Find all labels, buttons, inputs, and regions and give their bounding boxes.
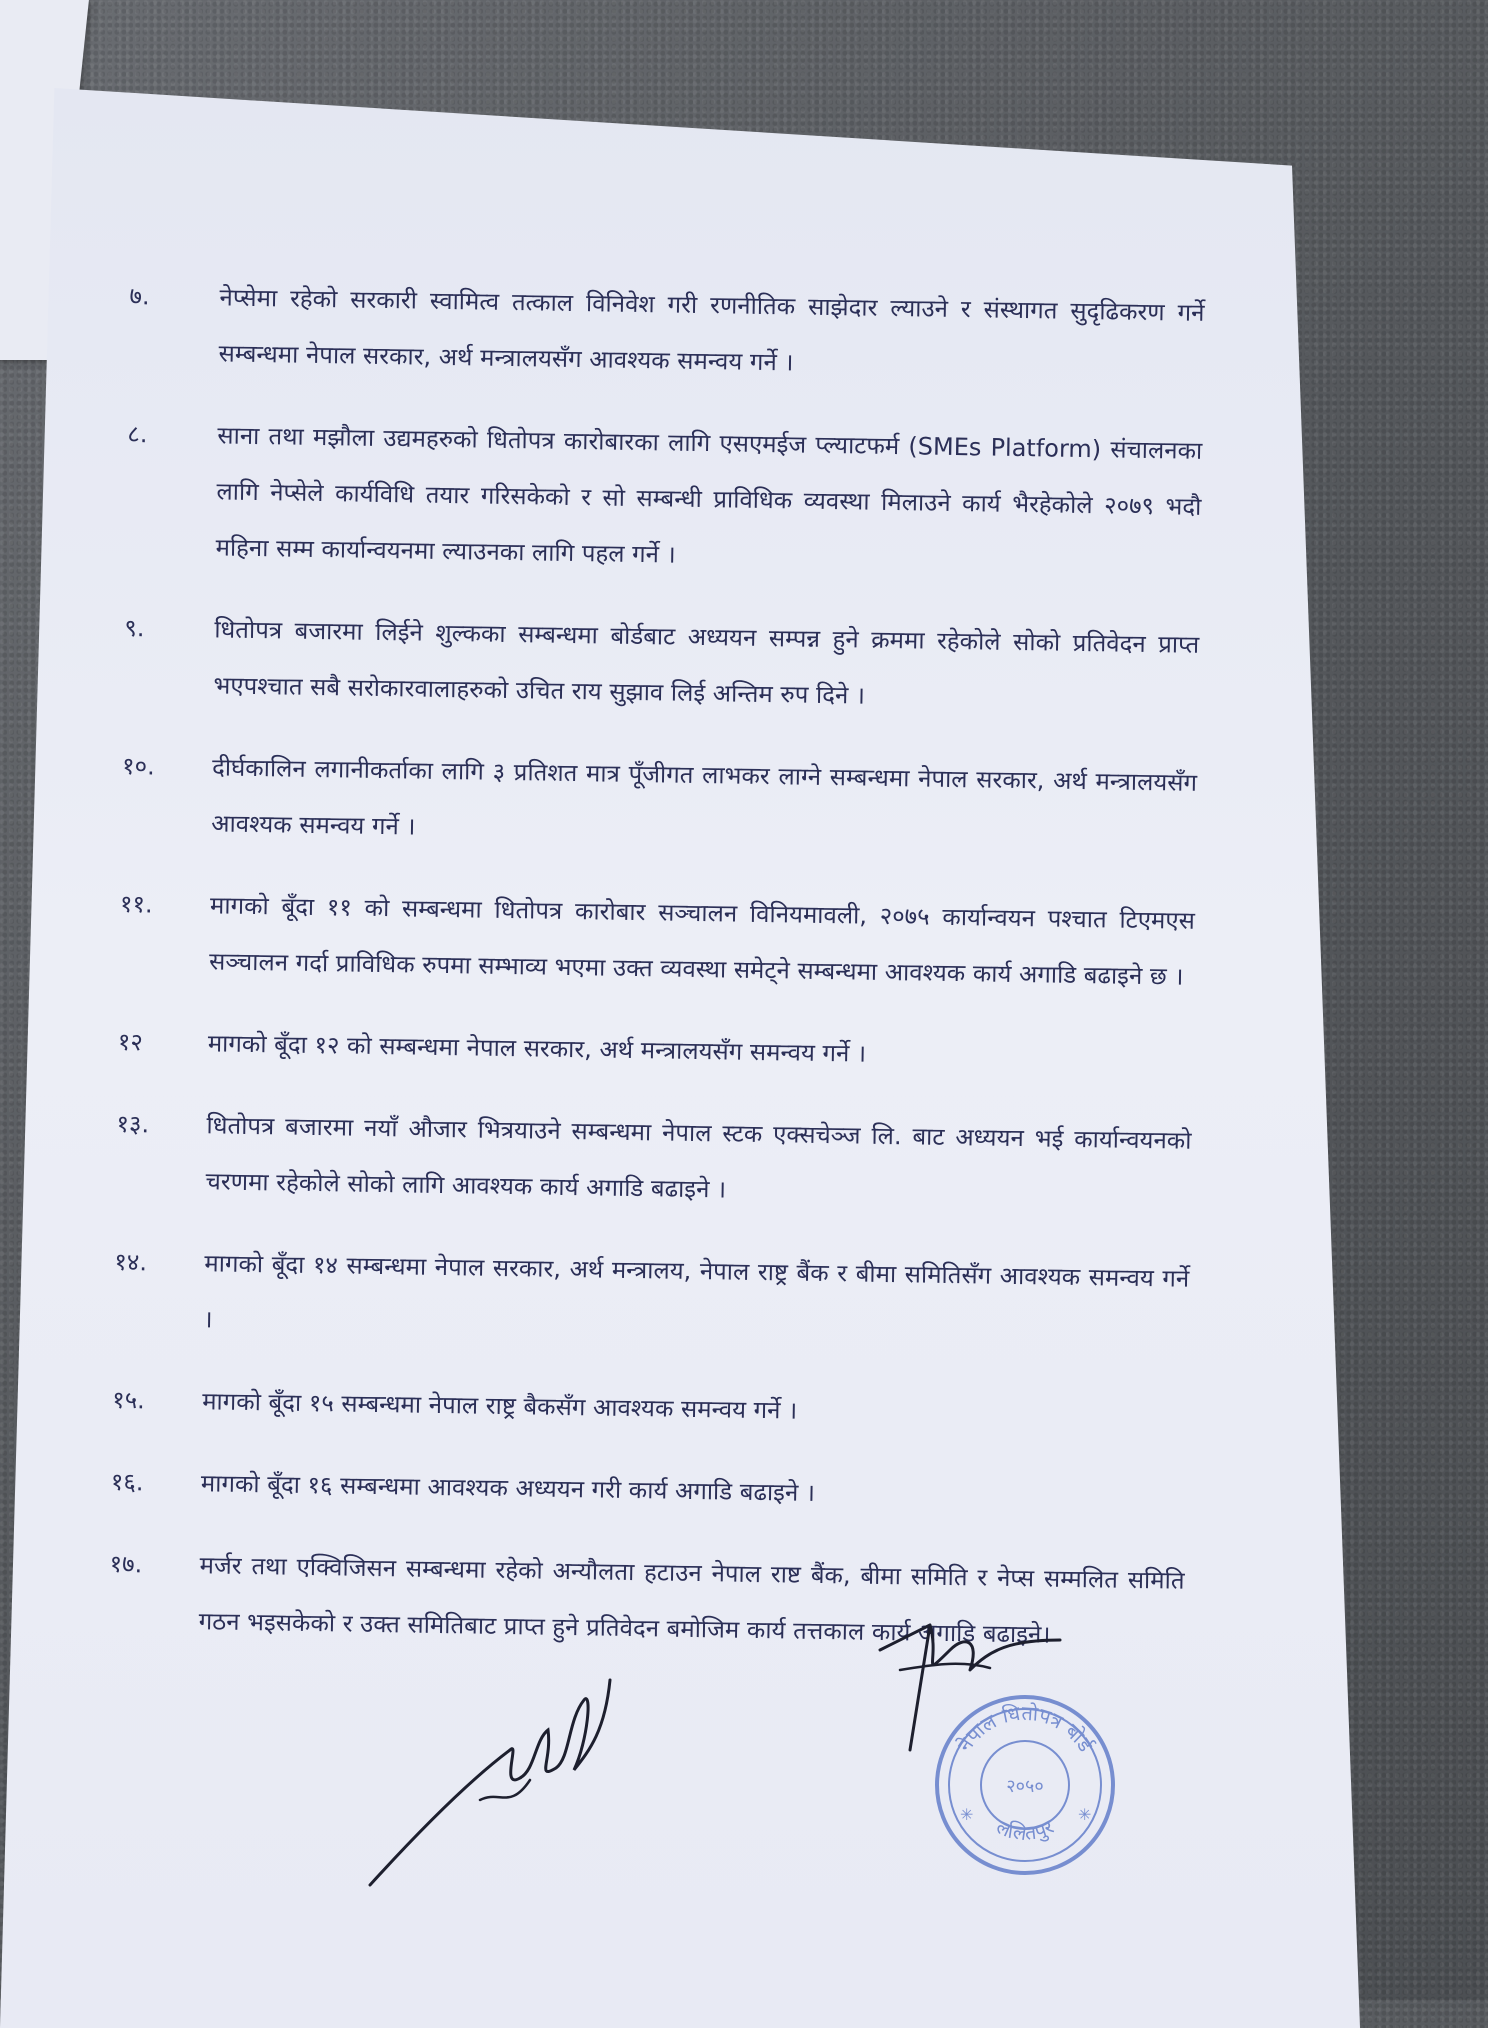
item-text: धितोपत्र बजारमा लिईने शुल्कका सम्बन्धमा बोर्डबाट अध्ययन सम्पन्न हुने क्रममा रहेकोले सोको प्रतिवेदन प्राप्त भएपश्चात सबै सरोकारवालाहरुको उचित राय सुझाव लिई अन्तिम रुप दिने । — [213, 615, 1200, 710]
list-item — [115, 1096, 1192, 1225]
item-text: मर्जर तथा एक्विजिसन सम्बन्धमा रहेको अन्यौलता हटाउन नेपाल राष्ट बैंक, बीमा समिति र नेप्स सम्मलित समिति गठन भइसकेको र उक्त समितिबाट प्राप्त हुने प्रतिवेदन बमोजिम कार्य तत्तकाल कार्य अगाडि बढाइने। — [198, 1551, 1185, 1649]
item-number: ८. — [127, 419, 148, 449]
item-number: १०. — [121, 751, 155, 781]
list-item — [128, 268, 1205, 397]
svg-text:ललितपुर: ललितपुर — [992, 1814, 1058, 1846]
document-body — [108, 268, 1205, 1691]
list-item — [119, 876, 1196, 1005]
svg-text:✳: ✳ — [1078, 1805, 1092, 1824]
item-text: नेप्सेमा रहेको सरकारी स्वामित्व तत्काल विनिवेश गरी रणनीतिक साझेदार ल्याउने र संस्थागत सुदृढिकरण गर्ने सम्बन्धमा नेपाल सरकार, अर्थ मन्त्रालयसँग आवश्यक समन्वय गर्ने । — [218, 283, 1205, 377]
official-seal — [930, 1690, 1120, 1880]
list-item — [110, 1454, 1186, 1527]
list-item — [123, 600, 1200, 729]
list-item — [125, 406, 1203, 591]
item-number: १७. — [109, 1549, 143, 1579]
item-number: १४. — [114, 1247, 148, 1277]
item-number: १२ — [117, 1027, 144, 1057]
item-text: मागको बूँदा १५ सम्बन्धमा नेपाल राष्ट्र बैकसँग आवश्यक समन्वय गर्ने । — [201, 1387, 798, 1425]
item-number: १५. — [111, 1385, 146, 1415]
svg-text:२०५०: २०५० — [1006, 1776, 1044, 1797]
item-text: मागको बूँदा १२ को सम्बन्धमा नेपाल सरकार, अर्थ मन्त्रालयसँग समन्वय गर्ने । — [207, 1029, 867, 1068]
list-item — [121, 738, 1198, 867]
item-text: साना तथा मझौला उद्यमहरुको धितोपत्र कारोबारका लागि एसएमईज प्ल्याटफर्म (SMEs Platform) संचालनका लागि नेप्सेले कार्यविधि तयार गरिसकेको र सो सम्बन्धी प्राविधिक व्यवस्था मिलाउने कार्य भैरहेकोले २०७९ भदौ महिना सम्म कार्यान्वयनमा ल्याउनका लागि पहल गर्ने । — [215, 421, 1203, 569]
item-text: दीर्घकालिन लगानीकर्ताका लागि ३ प्रतिशत मात्र पूँजीगत लाभकर लाग्ने सम्बन्धमा नेपाल सरकार, अर्थ मन्त्रालयसँग आवश्यक समन्वय गर्ने । — [211, 753, 1198, 841]
item-number: १६. — [110, 1467, 144, 1497]
svg-text:नेपाल धितोपत्र बोर्ड: नेपाल धितोपत्र बोर्ड — [952, 1700, 1098, 1756]
item-number: ११. — [119, 889, 153, 919]
item-text: मागको बूँदा ११ को सम्बन्धमा धितोपत्र कारोबार सञ्चालन विनियमावली, २०७५ कार्यान्वयन पश्चात टिएमएस सञ्चालन गर्दा प्राविधिक रुपमा सम्भाव्य भएमा उक्त व्यवस्था समेट्ने सम्बन्धमा आवश्यक कार्य अगाडि बढाइने छ । — [208, 891, 1196, 991]
list-item — [113, 1234, 1190, 1363]
item-text: मागको बूँदा १६ सम्बन्धमा आवश्यक अध्ययन गरी कार्य अगाडि बढाइने । — [200, 1469, 816, 1507]
signature-left — [360, 1660, 620, 1900]
item-text: मागको बूँदा १४ सम्बन्धमा नेपाल सरकार, अर्थ मन्त्रालय, नेपाल राष्ट्र बैंक र बीमा समितिसँग आवश्यक समन्वय गर्ने । — [203, 1249, 1190, 1334]
list-item — [117, 1014, 1193, 1087]
list-item — [112, 1372, 1188, 1445]
item-number: ७. — [129, 281, 150, 311]
svg-text:✳: ✳ — [960, 1805, 974, 1824]
item-number: ९. — [124, 613, 145, 643]
item-number: १३. — [116, 1109, 150, 1139]
item-text: धितोपत्र बजारमा नयाँ औजार भित्रयाउने सम्बन्धमा नेपाल स्टक एक्सचेञ्ज लि. बाट अध्ययन भई कार्यान्वयनको चरणमा रहेकोले सोको लागि आवश्यक कार्य अगाडि बढाइने । — [205, 1111, 1192, 1204]
